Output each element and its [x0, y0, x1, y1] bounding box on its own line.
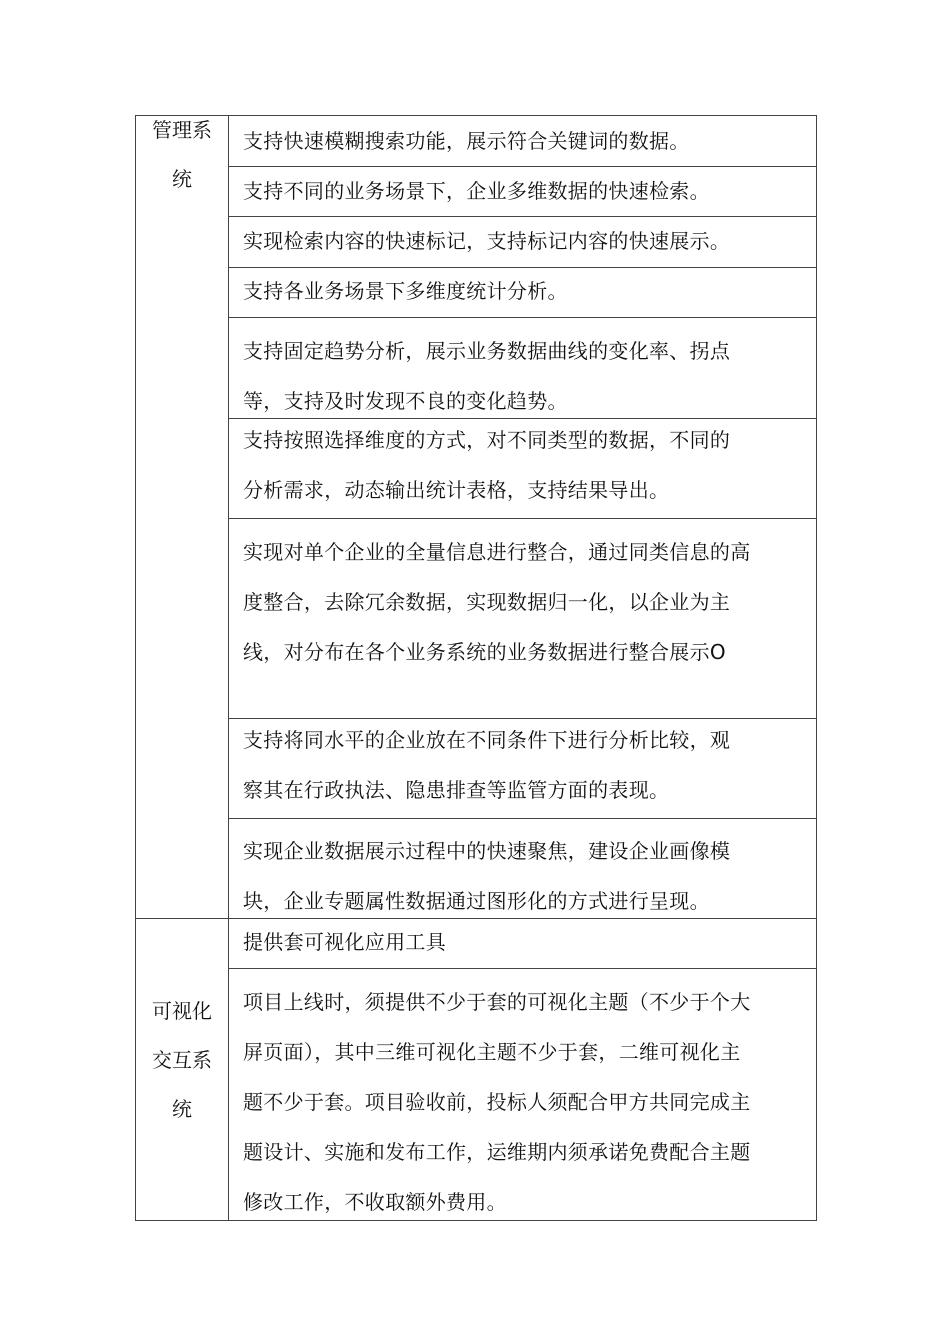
requirement-text: 修改工作，不收取额外费用。: [243, 1190, 507, 1214]
row-divider: [228, 518, 817, 519]
requirement-text: 支持固定趋势分析，展示业务数据曲线的变化率、拐点: [243, 339, 731, 363]
section-name-line: 统: [172, 1097, 192, 1121]
row-divider: [228, 818, 817, 819]
requirement-row: [243, 826, 808, 926]
requirement-text: 分析需求，动态输出统计表格，支持结果导出。: [243, 478, 670, 502]
section-name-line: 管理系: [152, 118, 212, 142]
requirement-row: [243, 166, 808, 216]
section-name-management: [136, 106, 228, 204]
requirement-text: 支持快速模糊搜索功能，展示符合关键词的数据。: [243, 129, 690, 153]
section-name-visualization: [136, 987, 228, 1134]
requirement-text: 项目上线时，须提供不少于套的可视化主题（不少于个大: [243, 990, 751, 1014]
requirement-row: [243, 977, 808, 1227]
requirement-text: 察其在行政执法、隐患排查等监管方面的表现。: [243, 778, 670, 802]
requirement-row: [243, 715, 808, 815]
requirement-text: 实现对单个企业的全量信息进行整合，通过同类信息的高: [243, 540, 751, 564]
requirement-row: [243, 527, 808, 677]
requirement-row: [243, 266, 808, 316]
section-name-line: 交互系: [152, 1048, 212, 1072]
requirement-row: [243, 415, 808, 515]
section-name-line: 可视化: [152, 999, 212, 1023]
requirement-text: 提供套可视化应用工具: [243, 930, 446, 954]
row-divider: [228, 968, 817, 969]
requirement-text: 屏页面），其中三维可视化主题不少于套，二维可视化主: [243, 1040, 741, 1064]
requirement-text: 线，对分布在各个业务系统的业务数据进行整合展示O: [243, 640, 726, 664]
requirement-text: 度整合，去除冗余数据，实现数据归一化，以企业为主: [243, 590, 731, 614]
requirement-row: [243, 116, 808, 166]
requirement-text: 实现企业数据展示过程中的快速聚焦，建设企业画像模: [243, 839, 731, 863]
row-divider: [228, 317, 817, 318]
requirement-row: [243, 326, 808, 426]
requirement-text: 题不少于套。项目验收前，投标人须配合甲方共同完成主: [243, 1090, 751, 1114]
requirement-row: [243, 216, 808, 266]
requirement-text: 支持将同水平的企业放在不同条件下进行分析比较，观: [243, 728, 731, 752]
requirement-row: [243, 917, 808, 967]
column-divider: [228, 115, 229, 1221]
requirement-text: 支持按照选择维度的方式，对不同类型的数据，不同的: [243, 428, 731, 452]
requirement-text: 支持各业务场景下多维度统计分析。: [243, 279, 568, 303]
requirement-text: 块，企业专题属性数据通过图形化的方式进行呈现。: [243, 889, 710, 913]
requirement-text: 支持不同的业务场景下，企业多维数据的快速检索。: [243, 179, 710, 203]
requirement-text: 等，支持及时发现不良的变化趋势。: [243, 389, 568, 413]
requirement-text: 题设计、实施和发布工作，运维期内须承诺免费配合主题: [243, 1140, 751, 1164]
section-name-line: 统: [172, 167, 192, 191]
requirement-text: 实现检索内容的快速标记，支持标记内容的快速展示。: [243, 229, 731, 253]
